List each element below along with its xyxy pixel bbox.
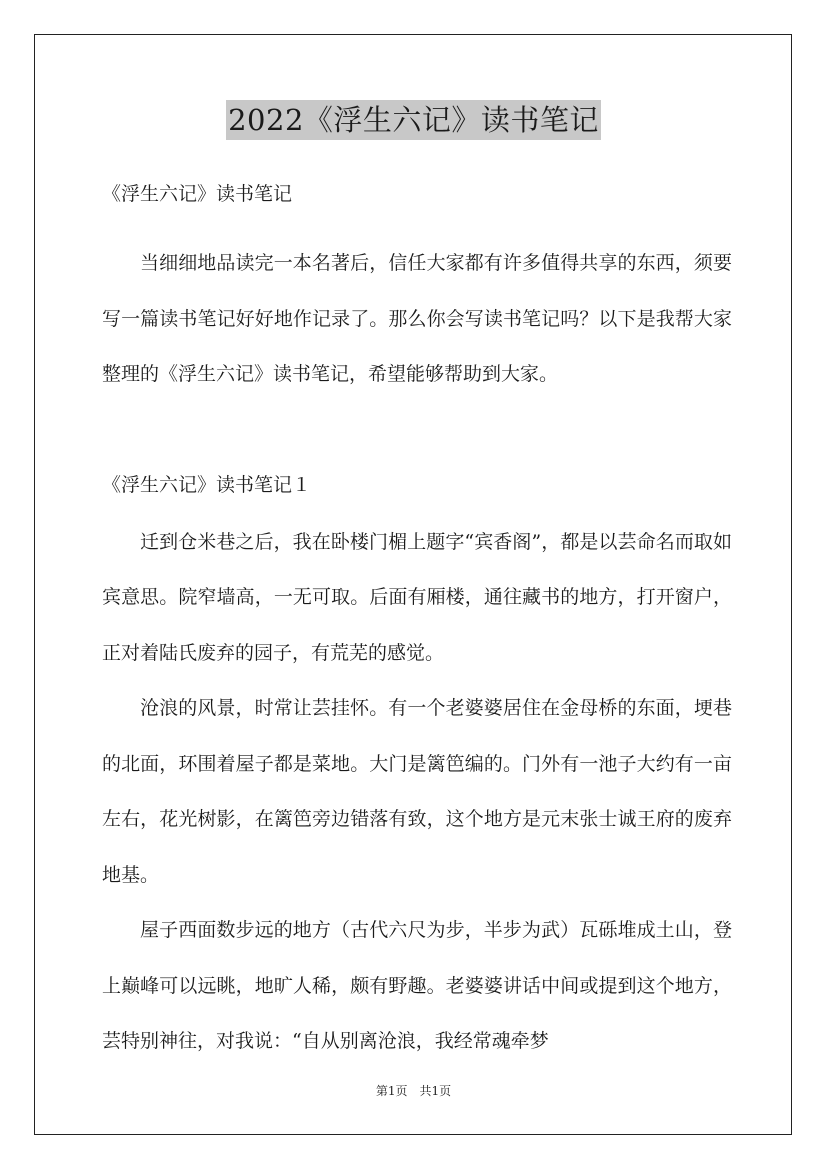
intro-paragraph: 当细细地品读完一本名著后，信任大家都有许多值得共享的东西，须要写一篇读书笔记好好地作记录了。那么你会写读书笔记吗？以下是我帮大家整理的《浮生六记》读书笔记，希望能够帮助到大家。 xyxy=(102,252,732,385)
document-body xyxy=(102,172,732,1070)
body-paragraph-1: 迁到仓米巷之后，我在卧楼门楣上题字“宾香阁”，都是以芸命名而取如宾意思。院窄墙高，一无可取。后面有厢楼，通往藏书的地方，打开窗户，正对着陆氏废弃的园子，有荒芜的感觉。 xyxy=(102,530,732,664)
body-paragraph-3: 屋子西面数步远的地方（古代六尺为步，半步为武）瓦砾堆成土山，登上巅峰可以远眺，地旷人稀，颇有野趣。老婆婆讲话中间或提到这个地方，芸特别神往，对我说：“自从别离沧浪，我经常魂牵梦 xyxy=(102,919,732,1052)
document-title: 2022《浮生六记》读书笔记 xyxy=(226,100,601,140)
section-spacer xyxy=(102,403,732,443)
section-heading: 《浮生六记》读书笔记１ xyxy=(102,473,312,496)
document-subtitle: 《浮生六记》读书笔记 xyxy=(102,183,293,205)
page-footer: 第1页 共1页 xyxy=(375,1084,452,1098)
body-paragraph-2: 沧浪的风景，时常让芸挂怀。有一个老婆婆居住在金母桥的东面，埂巷的北面，环围着屋子都是菜地。大门是篱笆编的。门外有一池子大约有一亩左右，花光树影，在篱笆旁边错落有致，这个地方是元末张士诚王府的废弃地基。 xyxy=(102,697,732,886)
title-wrapper xyxy=(0,100,827,140)
